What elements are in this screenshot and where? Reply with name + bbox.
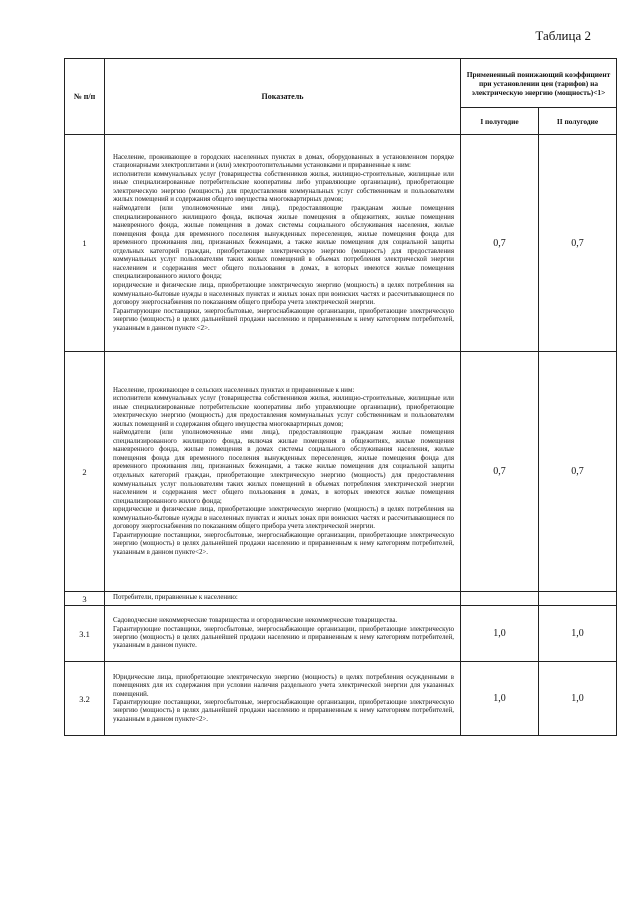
header-number: № п/п: [65, 59, 105, 135]
row-number: 3.1: [65, 606, 105, 662]
second-half-value: 1,0: [539, 606, 617, 662]
row-number: 1: [65, 135, 105, 352]
paragraph: исполнители коммунальных услуг (товарищества собственников жилья, жилищно-строительные, жилищные или иные специализированные потребительские кооперативы либо управляющие организации), приобретающие электрическую энергию (мощность) для предоставления коммунальных услуг собственникам и пользователям жилых помещений и содержания общего имущества многоквартирных домов;: [113, 170, 454, 204]
row-number: 3: [65, 592, 105, 606]
first-half-value: 1,0: [461, 662, 539, 736]
first-half-value: 0,7: [461, 135, 539, 352]
first-half-value: 1,0: [461, 606, 539, 662]
table-row: [65, 135, 617, 352]
paragraph: наймодатели (или уполномоченные ими лица), предоставляющие гражданам жилые помещения специализированного жилищного фонда, включая жилые помещения в общежитиях, жилые помещения маневренного фонда, жилые помещения в домах системы социального обслуживания населения, жилые помещения фонда для временного поселения вынужденных переселенцев, жилые помещения фонда для временного проживания лиц, признанных беженцами, а также жилые помещения для социальной защиты отдельных категорий граждан, приобретающие электрическую энергию (мощность) для предоставления коммунальных услуг пользователям таких жилых помещений в объемах потребления электрической энергии населением и содержания мест общего пользования в домах, в которых имеются жилые помещения специализированного жилого фонда;: [113, 205, 454, 281]
row-description: [105, 662, 461, 736]
paragraph: Население, проживающее в городских населенных пунктах в домах, оборудованных в установленном порядке стационарными электроплитами и (или) электроотопительными установками и приравненные к ним:: [113, 153, 454, 170]
tariff-coefficient-table: [64, 58, 617, 736]
row-number: 2: [65, 352, 105, 592]
paragraph: наймодатели (или уполномоченные ими лица), предоставляющие гражданам жилые помещения специализированного жилищного фонда, включая жилые помещения в общежитиях, жилые помещения маневренного фонда, жилые помещения в домах системы социального обслуживания населения, жилые помещения фонда для временного поселения вынужденных переселенцев, жилые помещения фонда для временного проживания лиц, признанных беженцами, а также жилые помещения для социальной защиты отдельных категорий граждан, приобретающие электрическую энергию (мощность) для предоставления коммунальных услуг пользователям таких жилых помещений в объемах потребления электрической энергии населением и содержания мест общего пользования в домах, в которых имеются жилые помещения специализированного жилого фонда;: [113, 429, 454, 505]
row-number: 3.2: [65, 662, 105, 736]
second-half-value: 0,7: [539, 135, 617, 352]
table-row: [65, 606, 617, 662]
paragraph: Гарантирующие поставщики, энергосбытовые, энергоснабжающие организации, приобретающие электрическую энергию (мощность) в целях дальнейшей продажи населению и приравненным к нему категориям потребителей, указанным в данном пункте<2>.: [113, 531, 454, 556]
paragraph: Гарантирующие поставщики, энергосбытовые, энергоснабжающие организации, приобретающие электрическую энергию (мощность) в целях дальнейшей продажи населению и приравненным к нему категориям потребителей, указанным в данном пункте.: [113, 625, 454, 650]
paragraph: Население, проживающее в сельских населенных пунктах и приравненные к ним:: [113, 386, 355, 394]
paragraph: юридические и физические лица, приобретающие электрическую энергию (мощность) в целях потребления на коммунально-бытовые нужды в населенных пунктах и жилых зонах при воинских частях и рассчитывающиеся по договору энергоснабжения по показаниям общего прибора учета электрической энергии.: [113, 281, 454, 307]
header-indicator: Показатель: [105, 59, 461, 135]
table-row: [65, 662, 617, 736]
paragraph: исполнители коммунальных услуг (товарищества собственников жилья, жилищно-строительные, жилищные или иные специализированные потребительские кооперативы либо управляющие организации), приобретающие электрическую энергию (мощность) для предоставления коммунальных услуг собственникам и пользователям жилых помещений и содержания общего имущества многоквартирных домов;: [113, 395, 454, 428]
paragraph: Садоводческие некоммерческие товарищества и огороднические некоммерческие товарищества.: [113, 617, 398, 625]
second-half-value: [539, 592, 617, 606]
table-row: [65, 592, 617, 606]
row-description: [105, 352, 461, 592]
header-coefficient: Примененный понижающий коэффициент при установлении цен (тарифов) на электрическую энергию (мощность)<1>: [461, 59, 617, 108]
table-caption: Таблица 2: [535, 28, 591, 43]
first-half-value: [461, 592, 539, 606]
table-row: [65, 352, 617, 592]
row-description: [105, 592, 461, 606]
second-half-value: 0,7: [539, 352, 617, 592]
paragraph: Потребители, приравненные к населению:: [113, 594, 238, 602]
first-half-value: 0,7: [461, 352, 539, 592]
paragraph: Гарантирующие поставщики, энергосбытовые, энергоснабжающие организации, приобретающие электрическую энергию (мощность) в целях дальнейшей продажи населению и приравненным к нему категориям потребителей, указанным в данном пункте<2>.: [113, 699, 454, 723]
paragraph: Гарантирующие поставщики, энергосбытовые, энергоснабжающие организации, приобретающие электрическую энергию (мощность) в целях дальнейшей продажи населению и приравненным к нему категориям потребителей, указанным в данном пункте <2>.: [113, 307, 454, 332]
paragraph: юридические и физические лица, приобретающие электрическую энергию (мощность) в целях потребления на коммунально-бытовые нужды в населенных пунктах и жилых зонах при воинских частях и рассчитывающиеся по договору энергоснабжения по показаниям общего прибора учета электрической энергии.: [113, 506, 454, 531]
row-description: [105, 135, 461, 352]
paragraph: Юридические лица, приобретающие электрическую энергию (мощность) в целях потребления осужденными в помещениях для их содержания при условии наличия раздельного учета электрической энергии для указанных помещений.: [113, 674, 454, 698]
header-second-half: II полугодие: [539, 108, 617, 135]
header-first-half: I полугодие: [461, 108, 539, 135]
row-description: [105, 606, 461, 662]
second-half-value: 1,0: [539, 662, 617, 736]
